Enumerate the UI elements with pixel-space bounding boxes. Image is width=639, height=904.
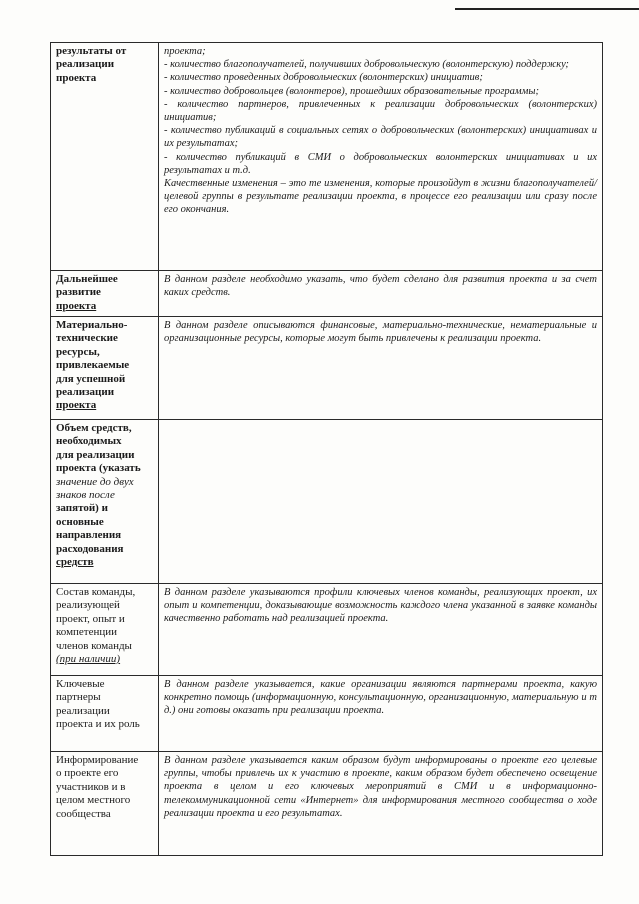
label-line: для реализации <box>56 448 135 461</box>
table-row-partners <box>51 676 603 752</box>
label-line: проекта <box>56 399 97 412</box>
label-line: знаков после <box>56 489 115 502</box>
table-row-information <box>51 752 603 856</box>
label-line: реализации <box>56 58 115 71</box>
label-line: значение до двух <box>56 475 134 488</box>
row-label-development <box>51 271 159 317</box>
label-line: основные <box>56 515 104 528</box>
row-content-budget-empty <box>159 420 603 584</box>
table-row-budget <box>51 420 603 584</box>
label-line: Дальнейшее <box>56 273 118 285</box>
row-label-results <box>51 43 159 271</box>
row-content-results <box>159 43 603 271</box>
row-label-information <box>51 752 159 856</box>
content-paragraph: В данном разделе необходимо указать, что будет сделано для развития проекта и за счет каких средств. <box>164 274 597 299</box>
label-line: сообщества <box>56 807 111 820</box>
row-content-resources <box>159 317 603 420</box>
label-line: (при наличии) <box>56 653 121 666</box>
row-content-development <box>159 271 603 317</box>
content-paragraph: - количество публикаций в социальных сетях о добровольческих (волонтерских) инициативах и их результатах; <box>164 125 597 150</box>
label-line: проект, опыт и <box>56 612 125 625</box>
content-paragraph: В данном разделе описываются финансовые, материально-технические, нематериальные и организационные ресурсы, которые могут быть привлечены к реализации проекта. <box>164 320 597 345</box>
label-line: запятой) и <box>56 502 108 515</box>
label-line: реализации <box>56 704 110 717</box>
label-line: компетенции <box>56 626 118 639</box>
label-line: реализации <box>56 386 115 399</box>
table-row-resources <box>51 317 603 420</box>
row-content-information <box>159 752 603 856</box>
label-line: проекта (указать <box>56 462 141 475</box>
row-label-team <box>51 584 159 676</box>
row-label-partners <box>51 676 159 752</box>
label-line: направления <box>56 529 122 542</box>
content-paragraph: - количество проведенных добровольческих (волонтерских) инициатив; <box>164 72 483 84</box>
label-line: партнеры <box>56 691 101 704</box>
content-paragraph: - количество добровольцев (волонтеров), прошедших образовательные программы; <box>164 85 539 97</box>
label-line: реализующей <box>56 599 120 612</box>
content-paragraph: В данном разделе указывается каким образом будут информированы о проекте его целевые группы, чтобы привлечь их к участию в проекте, каким образом будет обеспечено освещение проекта в целом и его ключевых мероприятий в СМИ и в информационно-телекоммуникационной сети «Интернет» для информирования местного сообщества о ходе реализации проекта и его результатах. <box>164 755 597 819</box>
content-paragraph: В данном разделе указываются профили ключевых членов команды, реализующих проект, их опыт и компетенции, доказывающие возможность каждого члена указанной в заявке команды качественно работать над реализацией проекта. <box>164 587 597 625</box>
row-content-partners <box>159 676 603 752</box>
label-line: средств <box>56 556 94 569</box>
label-line: проекта <box>56 71 97 84</box>
scan-top-mark <box>455 8 639 10</box>
label-line: Информирование <box>56 754 139 766</box>
label-line: Ключевые <box>56 678 105 690</box>
label-line: необходимых <box>56 435 122 448</box>
label-line: расходования <box>56 542 124 555</box>
table-row-development <box>51 271 603 317</box>
label-line: Объем средств, <box>56 422 132 434</box>
label-line: Материально- <box>56 319 128 331</box>
label-line: ресурсы, <box>56 345 100 358</box>
label-line: для успешной <box>56 372 126 385</box>
content-paragraph: - количество публикаций в СМИ о добровольческих волонтерских инициативах и их результатах и т.д. <box>164 151 597 176</box>
table-row-results <box>51 43 603 271</box>
label-line: привлекаемые <box>56 359 130 372</box>
label-line: результаты от <box>56 45 127 57</box>
content-paragraph: проекта; <box>164 46 206 57</box>
table-row-team <box>51 584 603 676</box>
label-line: о проекте его <box>56 767 119 780</box>
content-paragraph: - количество партнеров, привлеченных к реализации добровольческих (волонтерских) инициатив; <box>164 98 597 124</box>
label-line: проекта <box>56 299 97 312</box>
label-line: целом местного <box>56 794 131 807</box>
content-paragraph: Качественные изменения – это те изменения, которые произойдут в жизни благополучателей/целевой группы в результате реализации проекта, в процессе его реализации или сразу после его окончания. <box>164 178 597 216</box>
label-line: проекта и их роль <box>56 718 140 731</box>
row-label-budget <box>51 420 159 584</box>
label-line: Состав команды, <box>56 586 136 598</box>
content-paragraph: В данном разделе указывается, какие организации являются партнерами проекта, какую конкретно помощь (информационную, консультационную, организационную, материальную и т д.) они готовы оказать при реализации проекта. <box>164 679 597 717</box>
label-line: технические <box>56 332 118 345</box>
project-form-table <box>50 42 603 856</box>
row-label-resources <box>51 317 159 420</box>
label-line: развитие <box>56 286 101 299</box>
label-line: членов команды <box>56 639 132 652</box>
label-line: участников и в <box>56 780 126 793</box>
content-paragraph: - количество благополучателей, получивших добровольческую (волонтерскую) поддержку; <box>164 59 569 71</box>
row-content-team <box>159 584 603 676</box>
